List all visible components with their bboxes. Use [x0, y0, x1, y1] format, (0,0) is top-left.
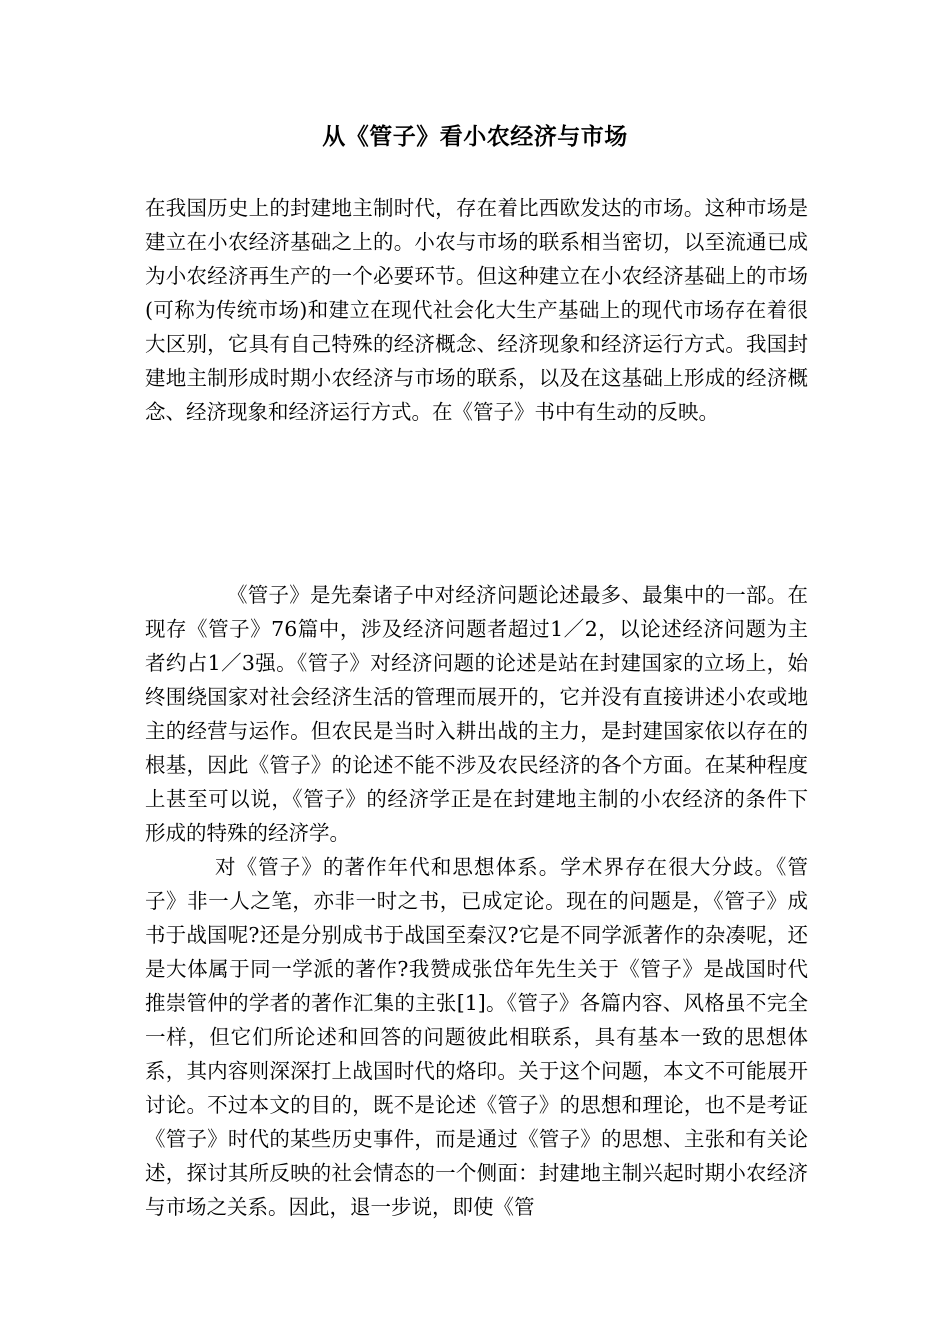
document-title: 从《管子》看小农经济与市场 [322, 123, 628, 150]
abstract-paragraph: 在我国历史上的封建地主制时代，存在着比西欧发达的市场。这种市场是建立在小农经济基础之上的。小农与市场的联系相当密切，以至流通已成为小农经济再生产的一个必要环节。但这种建立在小农经济基础上的市场(可称为传统市场)和建立在现代社会化大生产基础上的现代市场存在着很大区别，它具有自己特殊的经济概念、经济现象和经济运行方式。我国封建地主制形成时期小农经济与市场的联系，以及在这基础上形成的经济概念、经济现象和经济运行方式。在《管子》书中有生动的反映。 [145, 196, 808, 424]
body-paragraph-1: 《管子》是先秦诸子中对经济问题论述最多、最集中的一部。在现存《管子》76篇中，涉及经济问题者超过1／2，以论述经济问题为主者约占1／3强。《管子》对经济问题的论述是站在封建国家的立场上，始终围绕国家对社会经济生活的管理而展开的，它并没有直接讲述小农或地主的经营与运作。但农民是当时入耕出战的主力，是封建国家依以存在的根基，因此《管子》的论述不能不涉及农民经济的各个方面。在某种程度上甚至可以说，《管子》的经济学正是在封建地主制的小农经济的条件下形成的特殊的经济学。 [145, 583, 808, 845]
body-paragraph-2: 对《管子》的著作年代和思想体系。学术界存在很大分歧。《管子》非一人之笔，亦非一时之书，已成定论。现在的问题是，《管子》成书于战国呢?还是分别成书于战国至秦汉?它是不同学派著作的杂凑呢，还是大体属于同一学派的著作?我赞成张岱年先生关于《管子》是战国时代推崇管仲的学者的著作汇集的主张[1]。《管子》各篇内容、风格虽不完全一样，但它们所论述和回答的问题彼此相联系，具有基本一致的思想体系，其内容则深深打上战国时代的烙印。关于这个问题，本文不可能展开讨论。不过本文的目的，既不是论述《管子》的思想和理论，也不是考证《管子》时代的某些历史事件，而是通过《管子》的思想、主张和有关论述，探讨其所反映的社会情态的一个侧面：封建地主制兴起时期小农经济与市场之关系。因此，退一步说，即使《管 [145, 855, 808, 1219]
